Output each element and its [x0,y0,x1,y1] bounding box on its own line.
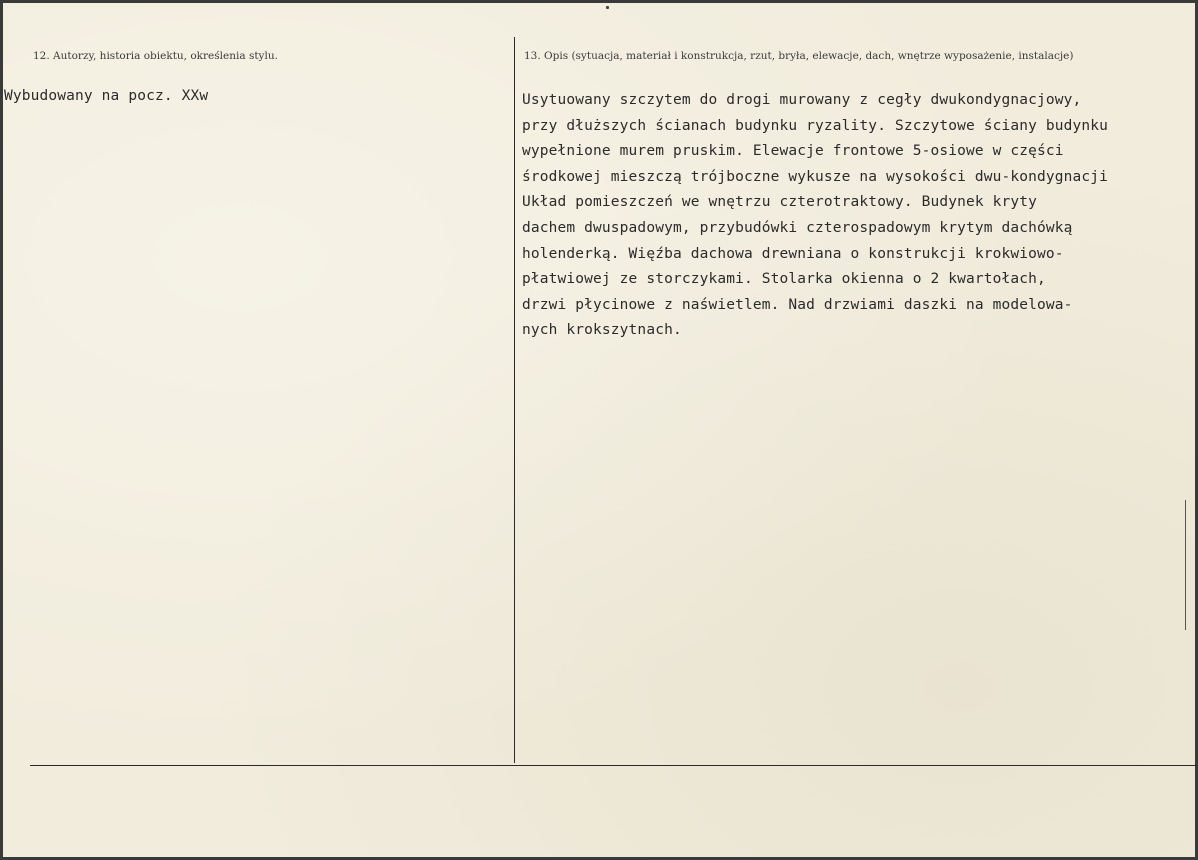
section-13-text [522,88,1198,344]
description-line: nych krokszytnach. [522,322,682,339]
description-line: Układ pomieszczeń we wnętrzu czterotraktowy. Budynek kryty [522,194,1038,211]
edge-mark [1185,500,1186,630]
ink-speck [606,6,609,9]
section-12-text: Wybudowany na pocz. XXw [4,88,209,104]
description-line: drzwi płycinowe z naświetlem. Nad drzwiami daszki na modelowa- [522,296,1073,313]
description-line: przy dłuższych ścianach budynku ryzality. Szczytowe ściany budynku [522,117,1109,134]
description-line: holenderką. Więźba dachowa drewniana o konstrukcji krokwiowo- [522,245,1064,262]
description-line: wypełnione murem pruskim. Elewacje frontowe 5-osiowe w części [522,143,1064,160]
description-line: Usytuowany szczytem do drogi murowany z cegły dwukondygnacjowy, [522,92,1082,108]
description-line: dachem dwuspadowym, przybudówki czterospadowym krytym dachówką [522,219,1073,236]
bottom-rule [30,765,1198,766]
section-13-header: 13. Opis (sytuacja, materiał i konstrukcja, rzut, bryła, elewacje, dach, wnętrze wyposażenie, instalacje) [524,50,1074,62]
description-line: płatwiowej ze storczykami. Stolarka okienna o 2 kwartołach, [522,271,1046,288]
section-12-header: 12. Autorzy, historia obiektu, określenia stylu. [33,50,278,62]
column-divider [514,37,515,763]
description-line: środkowej mieszczą trójboczne wykusze na wysokości dwu-kondygnacji [522,168,1109,185]
